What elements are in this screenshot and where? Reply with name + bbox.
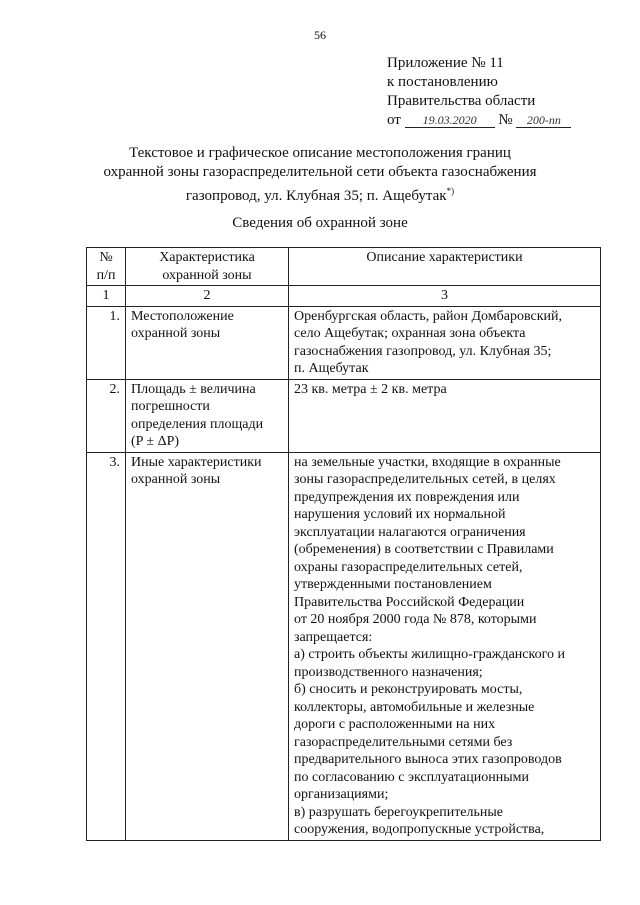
header-description: Описание характеристики	[289, 248, 601, 286]
row-description: на земельные участки, входящие в охранные зоны газораспределительных сетей, в целях предупреждения их повреждения или нарушения условий их нормальной эксплуатации налагаются ограничения (обременения) в соответствии с Правилами охраны газораспределительных сетей, утвержденными постановлением Правительства Российской Федерации от 20 ноября 2000 года № 878, которыми запрещается: а) строить объекты жилищно-гражданского и производственного назначения; б) сносить и реконструировать мосты, коллекторы, автомобильные и железные дороги с расположенными на них газораспределительными сетями без предварительного выноса этих газопроводов по согласованию с эксплуатационными организациями; в) разрушать берегоукрепительные сооружения, водопропускные устройства,	[289, 452, 601, 840]
handwritten-number: 200-пп	[516, 113, 571, 128]
header-number: № п/п	[87, 248, 126, 286]
col-number-1: 1	[87, 286, 126, 307]
handwritten-date: 19.03.2020	[405, 113, 495, 128]
appendix-line-2: к постановлению	[387, 74, 498, 90]
col-number-3: 3	[289, 286, 601, 307]
footnote-mark: *)	[446, 186, 455, 196]
row-characteristic: Иные характеристики охранной зоны	[126, 452, 289, 840]
title-line-2: охранной зоны газораспределительной сети объекта газоснабжения	[103, 164, 537, 180]
document-title	[60, 144, 580, 206]
table-header-row	[87, 248, 601, 286]
page-number: 56	[314, 28, 326, 42]
protection-zone-table	[86, 247, 601, 841]
row-number: 3.	[87, 452, 126, 840]
row-characteristic: Местоположение охранной зоны	[126, 306, 289, 379]
title-line-3: газопровод, ул. Клубная 35; п. Ащебутак*)	[185, 186, 455, 204]
row-description: Оренбургская область, район Домбаровский, село Ащебутак; охранная зона объекта газоснабжения газопровод, ул. Клубная 35; п. Ащебутак	[289, 306, 601, 379]
row-characteristic: Площадь ± величина погрешности определения площади (P ± ΔP)	[126, 379, 289, 452]
table-row	[87, 306, 601, 379]
appendix-date-line	[387, 111, 571, 130]
table-row	[87, 452, 601, 840]
row-description: 23 кв. метра ± 2 кв. метра	[289, 379, 601, 452]
number-label: №	[498, 112, 513, 128]
row-number: 2.	[87, 379, 126, 452]
row-number: 1.	[87, 306, 126, 379]
appendix-line-1: Приложение № 11	[387, 55, 504, 71]
from-label: от	[387, 112, 401, 128]
header-characteristic: Характеристика охранной зоны	[126, 248, 289, 286]
section-title: Сведения об охранной зоне	[232, 215, 408, 231]
table-row	[87, 379, 601, 452]
title-line-1: Текстовое и графическое описание местоположения границ	[129, 145, 511, 161]
column-number-row	[87, 286, 601, 307]
col-number-2: 2	[126, 286, 289, 307]
appendix-line-3: Правительства области	[387, 93, 536, 109]
appendix-block	[387, 54, 571, 130]
